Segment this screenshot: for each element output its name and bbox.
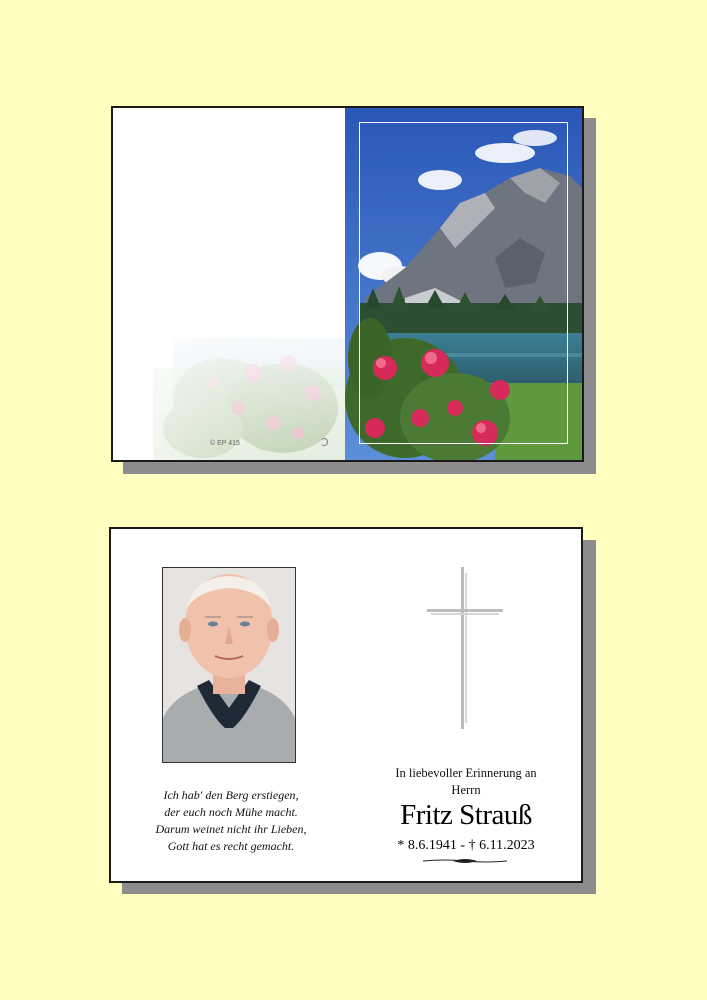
verse-line: der euch noch Mühe macht. xyxy=(164,805,298,819)
memory-caption xyxy=(361,765,571,799)
front-card-right-panel xyxy=(345,108,582,460)
inner-card xyxy=(109,527,583,883)
elderly-man-portrait-icon xyxy=(163,568,295,762)
verse-line: Gott hat es recht gemacht. xyxy=(167,839,295,853)
publisher-logo: Ↄ xyxy=(321,437,329,449)
copyright-text: © EP 415 xyxy=(210,440,240,447)
photo-frame xyxy=(359,122,568,444)
verse-line: Ich hab' den Berg erstiegen, xyxy=(163,788,299,802)
front-card xyxy=(111,106,584,462)
front-card-left-panel xyxy=(113,108,345,460)
deceased-name: Fritz Strauß xyxy=(400,799,532,831)
memorial-verse xyxy=(131,787,331,855)
life-dates: * 8.6.1941 - † 6.11.2023 xyxy=(397,838,535,853)
alpine-roses-faded-icon xyxy=(113,108,345,460)
memory-line: Herrn xyxy=(451,783,481,797)
verse-line: Darum weinet nicht ihr Lieben, xyxy=(155,822,307,836)
portrait-photo xyxy=(162,567,296,763)
cross-icon xyxy=(427,567,503,729)
memory-line: In liebevoller Erinnerung an xyxy=(395,766,537,780)
ornament-divider-icon xyxy=(423,857,507,865)
